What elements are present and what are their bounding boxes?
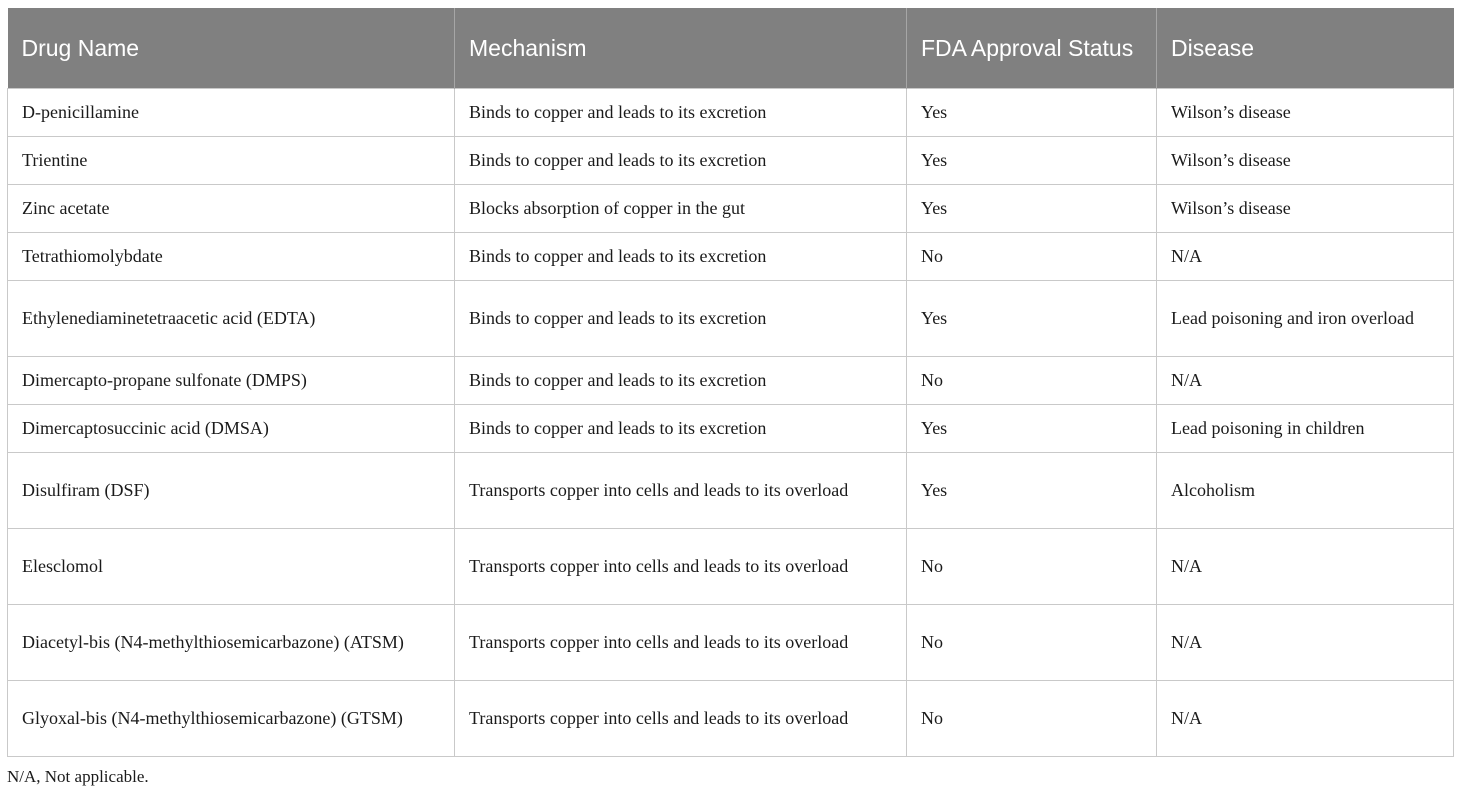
table-row [8,137,1454,185]
table-body [8,89,1454,757]
cell-mechanism: Binds to copper and leads to its excretion [455,281,907,357]
table-row [8,453,1454,529]
header-disease: Disease [1157,8,1454,89]
table-row [8,357,1454,405]
cell-drug-name: Elesclomol [8,529,455,605]
cell-mechanism: Binds to copper and leads to its excretion [455,89,907,137]
cell-drug-name: Disulfiram (DSF) [8,453,455,529]
cell-drug-name: Dimercapto-propane sulfonate (DMPS) [8,357,455,405]
cell-fda-status: Yes [907,185,1157,233]
cell-disease: Lead poisoning and iron overload [1157,281,1454,357]
cell-disease: Wilson’s disease [1157,185,1454,233]
cell-disease: N/A [1157,233,1454,281]
header-fda-approval-status: FDA Approval Status [907,8,1157,89]
cell-disease: N/A [1157,681,1454,757]
cell-fda-status: Yes [907,281,1157,357]
table-row [8,89,1454,137]
table-row [8,529,1454,605]
cell-drug-name: Zinc acetate [8,185,455,233]
cell-mechanism: Binds to copper and leads to its excretion [455,357,907,405]
cell-drug-name: Tetrathiomolybdate [8,233,455,281]
cell-fda-status: Yes [907,89,1157,137]
cell-disease: Wilson’s disease [1157,137,1454,185]
cell-drug-name: Ethylenediaminetetraacetic acid (EDTA) [8,281,455,357]
cell-disease: N/A [1157,357,1454,405]
cell-mechanism: Blocks absorption of copper in the gut [455,185,907,233]
table-row [8,185,1454,233]
cell-drug-name: Dimercaptosuccinic acid (DMSA) [8,405,455,453]
cell-disease: N/A [1157,605,1454,681]
table-header [8,8,1454,89]
cell-mechanism: Binds to copper and leads to its excretion [455,137,907,185]
cell-disease: N/A [1157,529,1454,605]
cell-mechanism: Transports copper into cells and leads to its overload [455,605,907,681]
cell-fda-status: No [907,233,1157,281]
cell-mechanism: Binds to copper and leads to its excretion [455,405,907,453]
cell-fda-status: No [907,605,1157,681]
table-footnote: N/A, Not applicable. [7,767,149,786]
table-row [8,605,1454,681]
header-drug-name: Drug Name [8,8,455,89]
cell-disease: Wilson’s disease [1157,89,1454,137]
cell-fda-status: Yes [907,405,1157,453]
cell-disease: Alcoholism [1157,453,1454,529]
cell-drug-name: Trientine [8,137,455,185]
drug-table-container [7,8,1453,757]
cell-fda-status: No [907,681,1157,757]
cell-fda-status: No [907,357,1157,405]
table-row [8,233,1454,281]
header-mechanism: Mechanism [455,8,907,89]
cell-drug-name: Glyoxal-bis (N4-methylthiosemicarbazone) (GTSM) [8,681,455,757]
cell-fda-status: Yes [907,453,1157,529]
table-row [8,281,1454,357]
cell-mechanism: Transports copper into cells and leads to its overload [455,453,907,529]
table-row [8,405,1454,453]
drug-table [7,8,1454,757]
cell-mechanism: Binds to copper and leads to its excretion [455,233,907,281]
table-row [8,681,1454,757]
cell-drug-name: D-penicillamine [8,89,455,137]
cell-mechanism: Transports copper into cells and leads to its overload [455,529,907,605]
cell-drug-name: Diacetyl-bis (N4-methylthiosemicarbazone) (ATSM) [8,605,455,681]
header-row [8,8,1454,89]
cell-fda-status: No [907,529,1157,605]
cell-fda-status: Yes [907,137,1157,185]
cell-mechanism: Transports copper into cells and leads to its overload [455,681,907,757]
cell-disease: Lead poisoning in children [1157,405,1454,453]
